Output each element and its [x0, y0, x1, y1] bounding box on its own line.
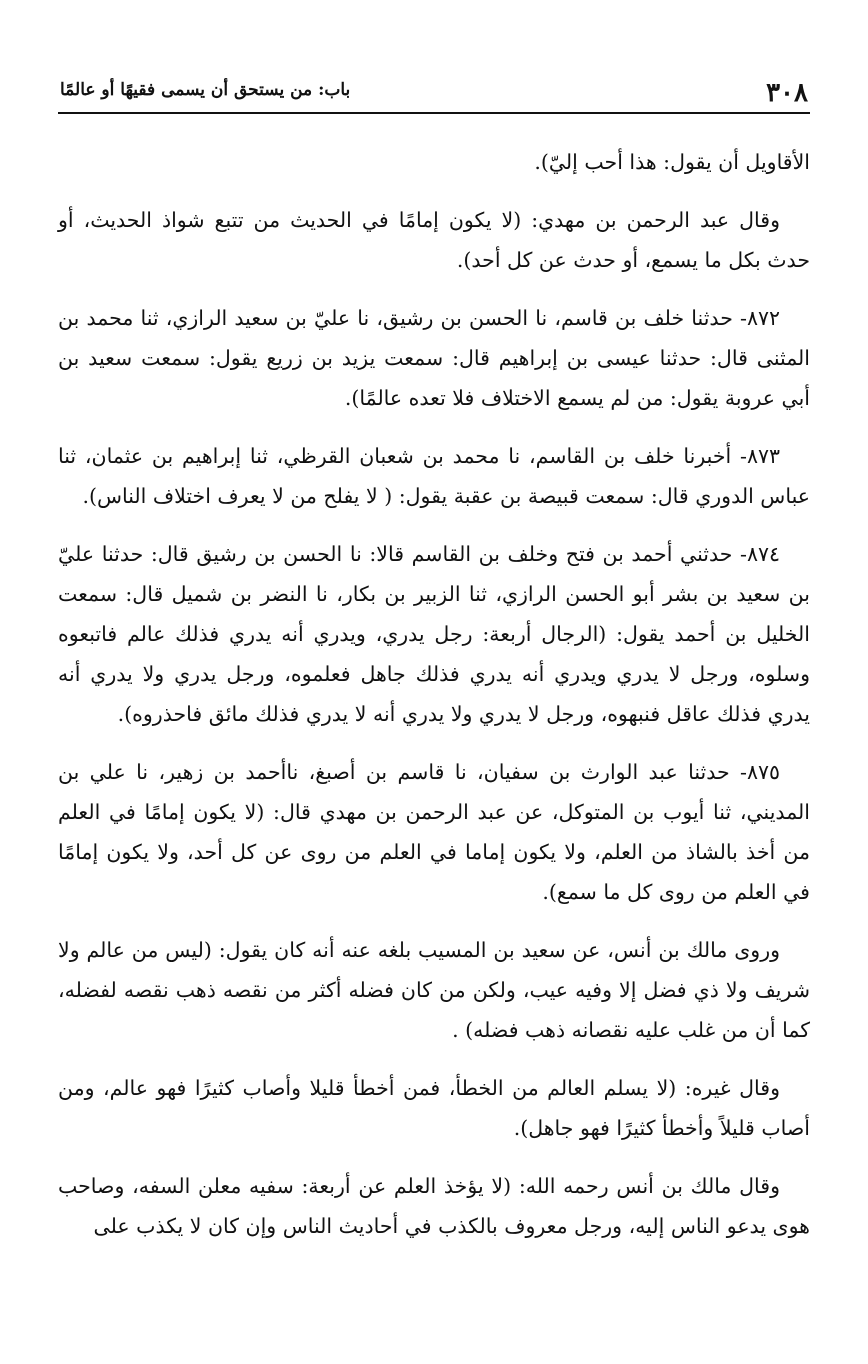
paragraph-malik-ibn-musayyib: وروى مالك بن أنس، عن سعيد بن المسيب بلغه عنه أنه كان يقول: (ليس من عالم ولا شريف ولا ذي فضل إلا وفيه عيب، ولكن من كان فضله أكثر من نقصه ذهب نقصه لفضله، كما أن من غلب عليه نقصانه ذهب فضله) .: [58, 938, 810, 1042]
paragraph-malik-four: وقال مالك بن أنس رحمه الله: (لا يؤخذ العلم عن أربعة: سفيه معلن السفه، وصاحب هوى يدعو الناس إليه، ورجل معروف بالكذب في أحاديث الناس وإن كان لا يكذب على: [58, 1174, 810, 1238]
paragraph-continuation: الأقاويل أن يقول: هذا أحب إليّ).: [534, 150, 810, 174]
paragraph-872: ٨٧٢- حدثنا خلف بن قاسم، نا الحسن بن رشيق، نا عليّ بن سعيد الرازي، ثنا محمد بن المثنى قال: حدثنا عيسى بن إبراهيم قال: سمعت يزيد بن زريع يقول: سمعت سعيد بن أبي عروبة يقول: من لم يسمع الاختلاف فلا تعده عالمًا).: [58, 306, 810, 410]
header-rule: [58, 112, 810, 114]
body-text: [58, 142, 810, 1246]
running-head: باب: من يستحق أن يسمى فقيهًا أو عالمًا: [60, 80, 351, 100]
page-number: ٣٠٨: [766, 78, 808, 108]
paragraph-873: ٨٧٣- أخبرنا خلف بن القاسم، نا محمد بن شعبان القرظي، ثنا إبراهيم بن عثمان، ثنا عباس الدوري قال: سمعت قبيصة بن عقبة يقول: ( لا يفلح من لا يعرف اختلاف الناس).: [58, 444, 810, 508]
paragraph-ibn-mahdi: وقال عبد الرحمن بن مهدي: (لا يكون إمامًا في الحديث من تتبع شواذ الحديث، أو حدث بكل ما يسمع، أو حدث عن كل أحد).: [58, 208, 810, 272]
paragraph-875: ٨٧٥- حدثنا عبد الوارث بن سفيان، نا قاسم بن أصبغ، ناأحمد بن زهير، نا علي بن المديني، ثنا أيوب بن المتوكل، عن عبد الرحمن بن مهدي قال: (لا يكون إمامًا في العلم من أخذ بالشاذ من العلم، ولا يكون إماما في العلم من روى عن كل أحد، ولا يكون إمامًا في العلم من روى كل ما سمع).: [58, 760, 810, 904]
page-header: [58, 70, 810, 112]
paragraph-874: ٨٧٤- حدثني أحمد بن فتح وخلف بن القاسم قالا: نا الحسن بن رشيق قال: حدثنا عليّ بن سعيد بن بشر أبو الحسن الرازي، ثنا الزبير بن بكار، نا النضر بن شميل قال: سمعت الخليل بن أحمد يقول: (الرجال أربعة: رجل يدري، ويدري أنه يدري فذلك عالم فاتبعوه وسلوه، ورجل لا يدري ويدري أنه يدري فذلك جاهل فعلموه، ورجل يدري ولا يدري أنه يدري فذلك عاقل فنبهوه، ورجل لا يدري ولا يدري أنه لا يدري فذلك مائق فاحذروه).: [58, 542, 810, 726]
paragraph-other-saying: وقال غيره: (لا يسلم العالم من الخطأ، فمن أخطأ قليلا وأصاب كثيرًا فهو عالم، ومن أصاب قليلاً وأخطأ كثيرًا فهو جاهل).: [58, 1076, 810, 1140]
